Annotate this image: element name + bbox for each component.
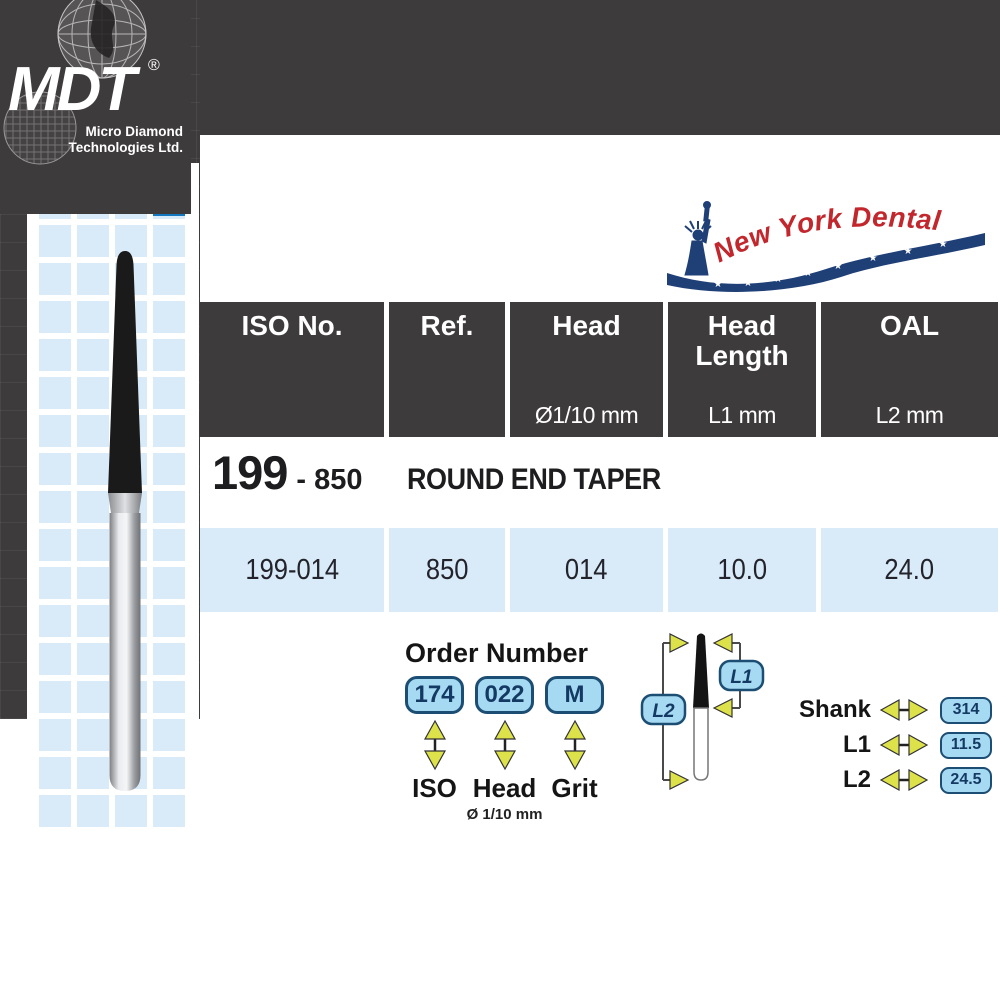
dim-label: L1 bbox=[842, 731, 871, 758]
col-header-head: Head Ø1/10 mm bbox=[510, 302, 663, 437]
dim-value-badge: 24.5 bbox=[940, 767, 992, 794]
order-head-sub: Ø 1/10 mm bbox=[466, 806, 543, 823]
product-iso: 199 bbox=[212, 446, 288, 499]
bur-neck bbox=[108, 493, 142, 513]
arrow-vertical-icon bbox=[558, 719, 592, 771]
mdt-wordmark: MDT bbox=[8, 55, 134, 124]
svg-text:L1: L1 bbox=[730, 667, 753, 688]
dimension-list bbox=[700, 696, 992, 794]
table-data-row bbox=[200, 528, 998, 612]
page-title: FG Diamonds bbox=[349, 226, 583, 265]
dim-value-badge: 11.5 bbox=[940, 732, 992, 759]
col-header-oal: OAL L2 mm bbox=[821, 302, 998, 437]
product-photo-card bbox=[27, 163, 199, 848]
bur-head bbox=[108, 251, 142, 493]
arrow-right-icon bbox=[670, 634, 688, 652]
product-name: ROUND END TAPER bbox=[406, 463, 661, 496]
order-col-head bbox=[466, 676, 543, 823]
svg-text:★: ★ bbox=[903, 246, 913, 257]
cell-iso-no: 199-014 bbox=[200, 528, 384, 612]
arrow-left-icon bbox=[714, 634, 732, 652]
arrow-horizontal-icon bbox=[878, 731, 930, 759]
col-header-head-length: Head Length L1 mm bbox=[668, 302, 816, 437]
dimension-row-shank bbox=[700, 696, 992, 724]
col-header-ref: Ref. bbox=[389, 302, 505, 437]
svg-text:★: ★ bbox=[938, 239, 948, 250]
svg-text:★: ★ bbox=[713, 279, 723, 290]
svg-text:★: ★ bbox=[743, 278, 753, 289]
brand-logo bbox=[661, 197, 992, 292]
cell-head-length: 10.0 bbox=[668, 528, 816, 612]
arrow-vertical-icon bbox=[488, 719, 522, 771]
svg-text:L2: L2 bbox=[652, 701, 675, 722]
svg-text:★: ★ bbox=[868, 253, 878, 264]
dimension-row-l1 bbox=[700, 731, 992, 759]
bur-photo bbox=[97, 251, 153, 801]
order-badge-iso: 174 bbox=[405, 676, 464, 714]
product-title-row bbox=[200, 445, 1000, 523]
col-header-iso: ISO No. bbox=[200, 302, 384, 437]
l2-badge bbox=[642, 695, 685, 724]
dim-label: Shank bbox=[798, 696, 871, 723]
statue-of-liberty-icon bbox=[685, 202, 711, 276]
cell-oal: 24.0 bbox=[821, 528, 998, 612]
arrow-horizontal-icon bbox=[878, 696, 930, 724]
arrow-vertical-icon bbox=[418, 719, 452, 771]
order-number-title: Order Number bbox=[405, 638, 589, 668]
svg-text:★: ★ bbox=[773, 274, 783, 285]
cell-head: 014 bbox=[510, 528, 663, 612]
svg-text:★: ★ bbox=[833, 261, 843, 272]
order-number-block bbox=[405, 676, 604, 823]
dimension-row-l2 bbox=[700, 766, 992, 794]
svg-text:★: ★ bbox=[803, 268, 813, 279]
mdt-tagline-1: Micro Diamond bbox=[85, 124, 183, 139]
mdt-logo-box bbox=[0, 0, 191, 214]
bur-shank bbox=[110, 513, 141, 791]
brand-logo-box bbox=[661, 197, 992, 292]
dim-label: L2 bbox=[842, 766, 871, 793]
order-badge-head: 022 bbox=[475, 676, 534, 714]
product-ref: - 850 bbox=[296, 464, 363, 496]
order-col-grit bbox=[545, 676, 604, 823]
l1-badge bbox=[720, 661, 763, 690]
mdt-logo bbox=[0, 0, 191, 214]
order-label-iso: ISO bbox=[412, 773, 457, 803]
mdt-registered-mark: ® bbox=[148, 57, 160, 74]
arrow-horizontal-icon bbox=[878, 766, 930, 794]
mdt-tagline-2: Technologies Ltd. bbox=[68, 140, 183, 155]
cell-ref: 850 bbox=[389, 528, 505, 612]
table-header-row bbox=[200, 302, 998, 437]
order-label-head: Head bbox=[472, 773, 537, 803]
order-badge-grit: M bbox=[545, 676, 604, 714]
brand-name: New York Dental bbox=[708, 201, 943, 269]
order-label-grit: Grit bbox=[551, 773, 598, 803]
arrow-right-icon bbox=[670, 771, 688, 789]
order-col-iso bbox=[405, 676, 464, 823]
dim-value-badge: 314 bbox=[940, 697, 992, 724]
